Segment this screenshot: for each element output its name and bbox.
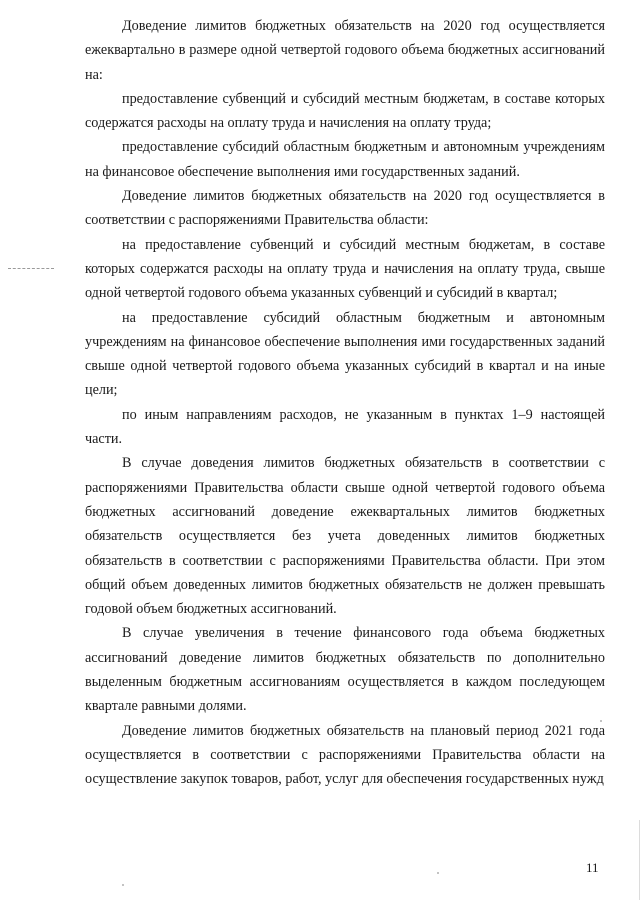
paragraph-subsidies-institutions: предоставление субсидий областным бюджетным и автономным учреждениям на финансовое обеспечение выполнения ими государственных заданий.	[85, 139, 605, 180]
paragraph-limits-quarterly: Доведение лимитов бюджетных обязательств на 2020 год осуществляется ежеквартально в размере одной четвертой годового объема бюджетных ассигнований на:	[85, 18, 605, 83]
paragraph-subsidies-above-quarter: на предоставление субсидий областным бюджетным и автономным учреждениям на финансовое обеспечение выполнения ими государственных заданий свыше одной четвертой годового объема указанных субсидий в квартал и на иные цели;	[85, 309, 605, 399]
document-body	[85, 14, 605, 792]
paragraph-other-directions: по иным направлениям расходов, не указанным в пунктах 1–9 настоящей части.	[85, 406, 605, 448]
page-number: 11	[586, 860, 599, 875]
scan-speck	[437, 872, 439, 874]
paragraph-increase-allocations: В случае увеличения в течение финансового года объема бюджетных ассигнований доведение лимитов бюджетных обязательств по дополнительно выделенным бюджетным ассигнованиям осуществляется в каждом последующем квартале равными долями.	[85, 625, 605, 715]
scan-speck	[122, 884, 124, 886]
paragraph-excess-limits: В случае доведения лимитов бюджетных обязательств в соответствии с распоряжениями Правительства области свыше одной четвертой годового объема бюджетных ассигнований доведение ежеквартальных лимитов бюджетных обязательств осуществляется без учета доведенных лимитов бюджетных обязательств в соответствии с распоряжениями Правительства области. При этом общий объем доведенных лимитов бюджетных обязательств не должен превышать годовой объем бюджетных ассигнований.	[85, 455, 605, 618]
margin-scan-marks	[8, 268, 54, 273]
paragraph-planning-period-2021: Доведение лимитов бюджетных обязательств на плановый период 2021 года осуществляется в соответствии с распоряжениями Правительства области на осуществление закупок товаров, работ, услуг для обеспечения государственных нужд	[85, 722, 605, 788]
paragraph-subventions-local-budgets: предоставление субвенций и субсидий местным бюджетам, в составе которых содержатся расходы на оплату труда и начисления на оплату труда;	[85, 90, 605, 132]
paragraph-limits-by-orders: Доведение лимитов бюджетных обязательств на 2020 год осуществляется в соответствии с распоряжениями Правительства области:	[85, 188, 605, 229]
paragraph-subventions-above-quarter: на предоставление субвенций и субсидий местным бюджетам, в составе которых содержатся расходы на оплату труда и начисления на оплату труда, свыше одной четвертой годового объема указанных субвенций и субсидий в квартал;	[85, 236, 605, 302]
